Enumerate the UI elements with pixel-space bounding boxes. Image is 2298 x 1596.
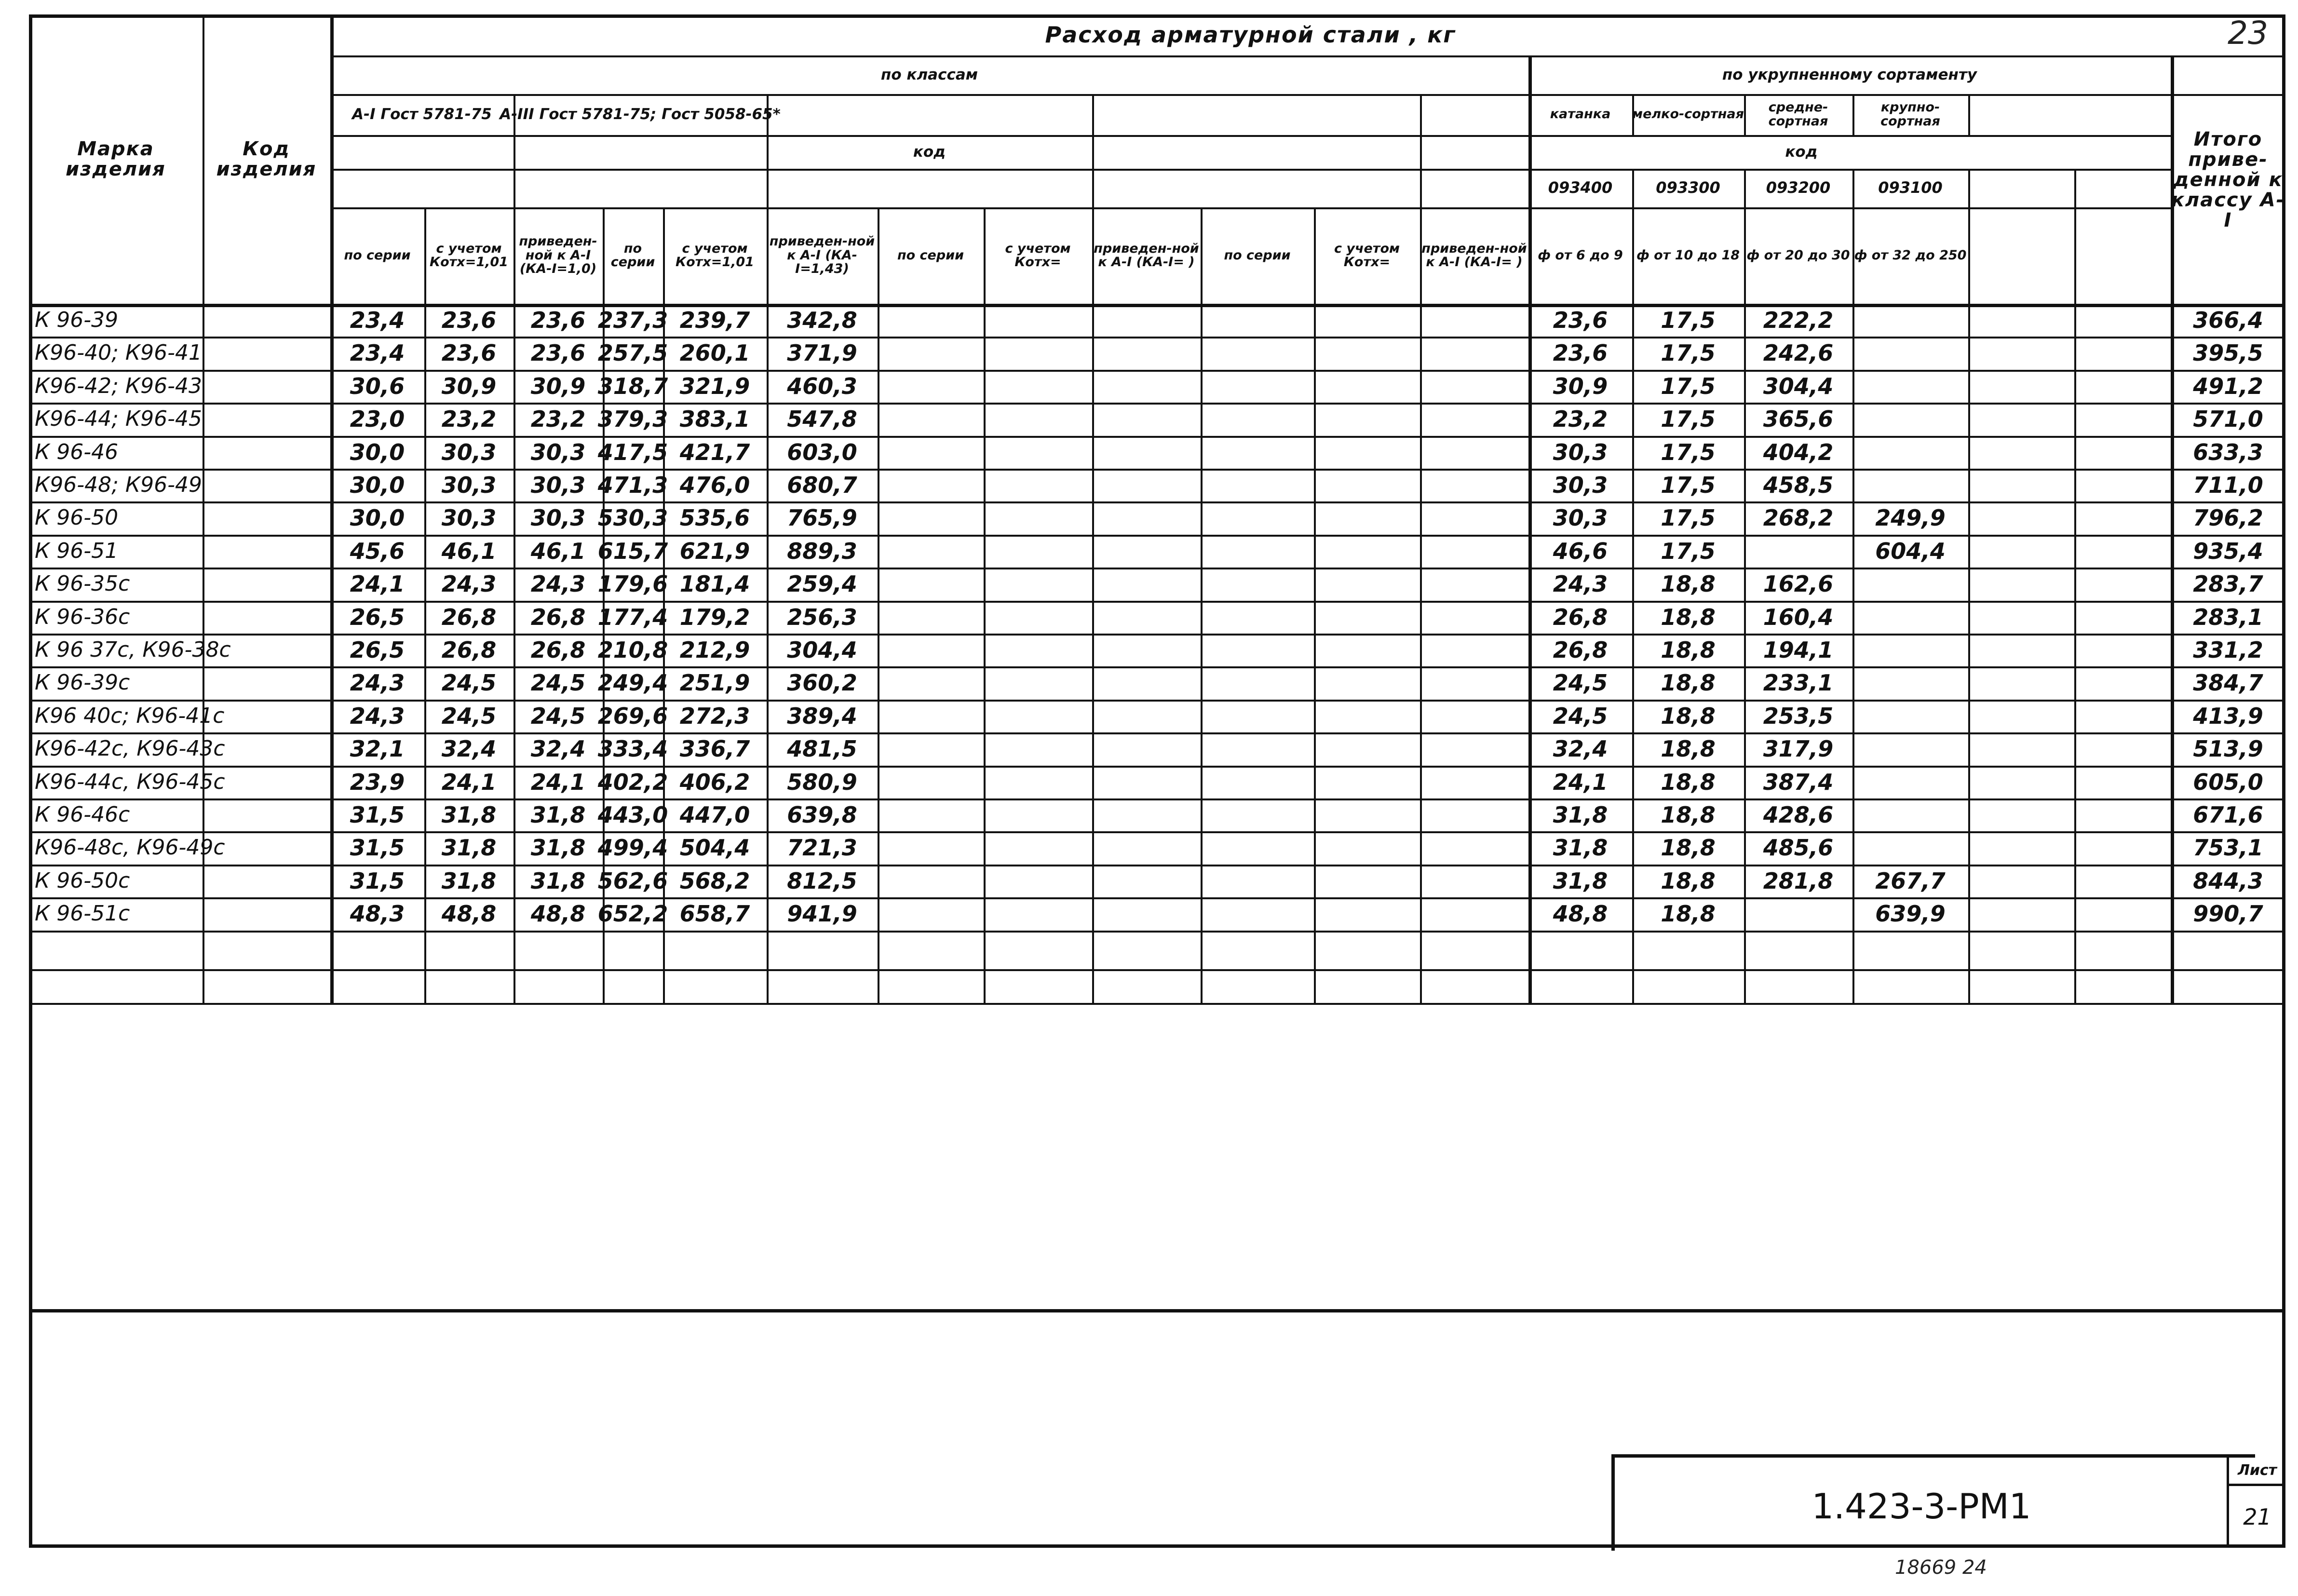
row-total: 935,4 — [2193, 538, 2263, 564]
code-093100: 093100 — [1878, 178, 1943, 197]
by-assortment-header: по укрупненному сортаменту — [1722, 66, 1977, 83]
row-sredne — [1744, 535, 1852, 568]
row-value: 889,3 — [787, 538, 857, 564]
row-krupno — [1852, 634, 1968, 666]
row-value: 30,9 — [441, 373, 497, 399]
row-total: 366,4 — [2193, 307, 2263, 334]
row-krupno — [1852, 469, 1968, 501]
row-value: 30,0 — [350, 472, 405, 499]
row-katanka: 23,6 — [1553, 340, 1608, 366]
row-sredne: 194,1 — [1763, 637, 1834, 663]
row-value: 562,6 — [597, 867, 668, 894]
row-value: 530,3 — [597, 505, 668, 531]
row-krupno: 639,9 — [1875, 901, 1946, 927]
row-value: 24,3 — [350, 670, 405, 696]
row-value: 31,8 — [530, 802, 586, 828]
row-katanka: 26,8 — [1553, 637, 1608, 663]
row-melko: 18,8 — [1661, 637, 1716, 663]
column-subheader: по серии — [610, 241, 655, 270]
grid-line — [767, 169, 769, 207]
row-marka: К 96-51с — [35, 901, 130, 926]
column-subheader: с учетом Котх= — [1005, 241, 1071, 270]
row-krupno — [1852, 601, 1968, 634]
row-value: 210,8 — [597, 637, 668, 663]
row-total: 283,1 — [2193, 604, 2263, 630]
sredne-header: средне-сортная — [1768, 100, 1828, 129]
column-subheader: с учетом Котх=1,01 — [676, 241, 754, 270]
grid-line — [2074, 169, 2076, 1003]
row-total: 753,1 — [2193, 835, 2263, 861]
row-value: 32,4 — [530, 736, 586, 762]
row-value: 23,2 — [530, 406, 586, 433]
row-total: 571,0 — [2193, 406, 2263, 433]
row-melko: 18,8 — [1661, 835, 1716, 861]
row-value: 251,9 — [679, 670, 750, 696]
row-total: 395,5 — [2193, 340, 2263, 366]
row-katanka: 24,5 — [1553, 703, 1608, 729]
row-value: 812,5 — [787, 867, 857, 894]
column-subheader: приведен-ной к А-I (КА-I=1,43) — [769, 234, 875, 277]
row-sredne: 485,6 — [1763, 835, 1834, 861]
row-value: 45,6 — [350, 538, 405, 564]
grid-line — [29, 1003, 2285, 1005]
row-value: 30,3 — [530, 505, 586, 531]
row-melko: 17,5 — [1661, 538, 1716, 564]
grid-line — [1968, 94, 1970, 135]
row-marka: К96-42с, К96-43с — [35, 736, 225, 761]
row-melko: 17,5 — [1661, 373, 1716, 399]
grid-line — [29, 969, 2285, 971]
row-value: 721,3 — [787, 835, 857, 861]
row-krupno: 267,7 — [1875, 867, 1946, 894]
row-value: 23,2 — [441, 406, 497, 433]
row-value: 23,4 — [350, 340, 405, 366]
grid-line — [878, 207, 879, 1003]
row-value: 24,3 — [530, 571, 586, 597]
row-marka: К96 40с; К96-41с — [35, 703, 225, 728]
row-value: 371,9 — [787, 340, 857, 366]
row-sredne — [1744, 897, 1852, 930]
sheet-label: Лист — [2227, 1457, 2285, 1486]
row-value: 46,1 — [530, 538, 586, 564]
row-value: 318,7 — [597, 373, 668, 399]
row-melko: 18,8 — [1661, 736, 1716, 762]
row-value: 23,4 — [350, 307, 405, 334]
row-value: 23,0 — [350, 406, 405, 433]
row-value: 30,3 — [530, 472, 586, 499]
row-marka: К96-44с, К96-45с — [35, 769, 225, 794]
row-value: 32,4 — [441, 736, 497, 762]
archive-number: 18669 24 — [1895, 1556, 1987, 1579]
row-sredne: 458,5 — [1763, 472, 1834, 499]
row-value: 476,0 — [679, 472, 750, 499]
row-katanka: 30,3 — [1553, 505, 1608, 531]
column-subheader: с учетом Котх= — [1334, 241, 1400, 270]
row-melko: 17,5 — [1661, 406, 1716, 433]
column-subheader: по серии — [897, 247, 964, 263]
row-katanka: 24,5 — [1553, 670, 1608, 696]
grid-line — [29, 1309, 2285, 1312]
row-value: 31,5 — [350, 835, 405, 861]
row-value: 342,8 — [787, 307, 857, 334]
row-sredne: 387,4 — [1763, 769, 1834, 795]
row-krupno — [1852, 831, 1968, 864]
row-sredne: 162,6 — [1763, 571, 1834, 597]
row-value: 26,8 — [530, 604, 586, 630]
row-value: 30,9 — [530, 373, 586, 399]
row-value: 639,8 — [787, 802, 857, 828]
row-value: 499,4 — [597, 835, 668, 861]
row-value: 237,3 — [597, 307, 668, 334]
row-value: 30,3 — [530, 439, 586, 465]
row-value: 26,5 — [350, 604, 405, 630]
row-value: 179,2 — [679, 604, 750, 630]
row-value: 212,9 — [679, 637, 750, 663]
row-value: 481,5 — [787, 736, 857, 762]
code-093300: 093300 — [1656, 178, 1720, 197]
row-value: 652,2 — [597, 901, 668, 927]
row-melko: 18,8 — [1661, 867, 1716, 894]
kod-row-label: код — [913, 143, 946, 161]
row-value: 333,4 — [597, 736, 668, 762]
row-krupno: 604,4 — [1875, 538, 1946, 564]
row-melko: 18,8 — [1661, 769, 1716, 795]
row-value: 417,5 — [597, 439, 668, 465]
row-melko: 17,5 — [1661, 472, 1716, 499]
row-value: 24,1 — [350, 571, 405, 597]
row-value: 460,3 — [787, 373, 857, 399]
row-katanka: 48,8 — [1553, 901, 1608, 927]
row-sredne: 281,8 — [1763, 867, 1834, 894]
code-093200: 093200 — [1766, 178, 1831, 197]
row-melko: 17,5 — [1661, 340, 1716, 366]
row-melko: 18,8 — [1661, 571, 1716, 597]
row-sredne: 428,6 — [1763, 802, 1834, 828]
katanka-header: катанка — [1550, 107, 1611, 122]
row-krupno — [1852, 304, 1968, 337]
row-total: 990,7 — [2193, 901, 2263, 927]
row-krupno — [1852, 403, 1968, 435]
row-value: 259,4 — [787, 571, 857, 597]
by-classes-header: по классам — [880, 66, 978, 83]
row-melko: 18,8 — [1661, 901, 1716, 927]
row-marka: К 96-39 — [35, 308, 119, 333]
row-value: 535,6 — [679, 505, 750, 531]
row-value: 30,0 — [350, 439, 405, 465]
row-value: 941,9 — [787, 901, 857, 927]
row-value: 30,6 — [350, 373, 405, 399]
row-value: 24,1 — [530, 769, 586, 795]
melko-header: мелко-сортная — [1632, 107, 1744, 122]
row-value: 30,3 — [441, 472, 497, 499]
row-value: 239,7 — [679, 307, 750, 334]
row-krupno — [1852, 700, 1968, 732]
row-value: 621,9 — [679, 538, 750, 564]
row-krupno — [1852, 436, 1968, 469]
row-marka: К 96-46с — [35, 802, 130, 827]
row-melko: 18,8 — [1661, 604, 1716, 630]
row-marka: К 96-50с — [35, 868, 130, 893]
row-value: 24,3 — [350, 703, 405, 729]
row-value: 260,1 — [679, 340, 750, 366]
col-marka-header: Марка изделия — [66, 138, 166, 180]
document-designation: 1.423-3-PM1 — [1811, 1486, 2031, 1527]
row-value: 321,9 — [679, 373, 750, 399]
row-katanka: 24,3 — [1553, 571, 1608, 597]
row-total: 633,3 — [2193, 439, 2263, 465]
column-subheader: по серии — [344, 247, 411, 263]
grid-line — [1201, 207, 1203, 1003]
row-total: 331,2 — [2193, 637, 2263, 663]
row-katanka: 23,6 — [1553, 307, 1608, 334]
total-header: Итого приве-денной к классу А-I — [2171, 128, 2285, 231]
row-value: 31,8 — [441, 802, 497, 828]
row-krupno — [1852, 370, 1968, 403]
row-value: 30,0 — [350, 505, 405, 531]
row-value: 443,0 — [597, 802, 668, 828]
row-krupno — [1852, 337, 1968, 369]
column-subheader: приведен-ной к А-I (КА-I= ) — [1094, 241, 1199, 270]
row-value: 26,5 — [350, 637, 405, 663]
row-value: 765,9 — [787, 505, 857, 531]
row-total: 513,9 — [2193, 736, 2263, 762]
row-marka: К96-48с, К96-49с — [35, 835, 225, 860]
row-value: 30,3 — [441, 505, 497, 531]
row-value: 24,5 — [441, 670, 497, 696]
row-katanka: 31,8 — [1553, 867, 1608, 894]
row-melko: 18,8 — [1661, 670, 1716, 696]
row-sredne: 365,6 — [1763, 406, 1834, 433]
grid-line — [1314, 207, 1316, 1003]
row-value: 23,9 — [350, 769, 405, 795]
row-value: 24,5 — [530, 703, 586, 729]
row-value: 379,3 — [597, 406, 668, 433]
row-value: 24,3 — [441, 571, 497, 597]
column-subheader: ф от 10 до 18 — [1636, 247, 1740, 263]
sheet-number: 21 — [2227, 1486, 2285, 1548]
row-value: 30,3 — [441, 439, 497, 465]
row-total: 491,2 — [2193, 373, 2263, 399]
column-subheader: по серии — [1224, 247, 1291, 263]
row-value: 257,5 — [597, 340, 668, 366]
row-value: 402,2 — [597, 769, 668, 795]
row-value: 48,8 — [530, 901, 586, 927]
kod-row-label-assortment: код — [1785, 143, 1818, 161]
row-marka: К 96-39с — [35, 670, 130, 695]
row-value: 504,4 — [679, 835, 750, 861]
grid-line — [984, 207, 986, 1003]
row-melko: 17,5 — [1661, 307, 1716, 334]
row-value: 615,7 — [597, 538, 668, 564]
code-093400: 093400 — [1548, 178, 1613, 197]
grid-line — [1968, 169, 1970, 1003]
row-sredne: 268,2 — [1763, 505, 1834, 531]
row-value: 471,3 — [597, 472, 668, 499]
row-value: 447,0 — [679, 802, 750, 828]
row-sredne: 233,1 — [1763, 670, 1834, 696]
row-marka: К 96 37с, К96-38с — [35, 637, 231, 663]
row-value: 603,0 — [787, 439, 857, 465]
row-value: 580,9 — [787, 769, 857, 795]
row-value: 179,6 — [597, 571, 668, 597]
row-value: 24,5 — [530, 670, 586, 696]
row-value: 256,3 — [787, 604, 857, 630]
row-marka: К96-48; К96-49 — [35, 473, 202, 498]
row-value: 31,8 — [441, 867, 497, 894]
row-sredne: 304,4 — [1763, 373, 1834, 399]
row-value: 26,8 — [530, 637, 586, 663]
row-katanka: 30,3 — [1553, 472, 1608, 499]
row-marka: К 96-36с — [35, 604, 130, 629]
row-value: 389,4 — [787, 703, 857, 729]
row-value: 383,1 — [679, 406, 750, 433]
row-sredne: 253,5 — [1763, 703, 1834, 729]
row-value: 31,8 — [530, 867, 586, 894]
row-melko: 17,5 — [1661, 505, 1716, 531]
row-sredne: 242,6 — [1763, 340, 1834, 366]
grid-line — [1092, 169, 1094, 207]
row-krupno — [1852, 732, 1968, 765]
row-sredne: 222,2 — [1763, 307, 1834, 334]
row-value: 31,8 — [441, 835, 497, 861]
grid-line — [514, 169, 515, 207]
grid-line — [1092, 94, 1094, 135]
column-subheader: приведен-ной к А-I (КА-I= ) — [1421, 241, 1527, 270]
row-total: 413,9 — [2193, 703, 2263, 729]
row-value: 31,8 — [530, 835, 586, 861]
row-value: 680,7 — [787, 472, 857, 499]
row-marka: К 96-50 — [35, 505, 119, 530]
row-krupno: 249,9 — [1875, 505, 1946, 531]
row-value: 181,4 — [679, 571, 750, 597]
row-marka: К96-40; К96-41 — [35, 340, 202, 365]
class-a1-header: А-I Гост 5781-75 — [352, 106, 492, 123]
column-subheader: приведен-ной к А-I (КА-I=1,0) — [519, 234, 597, 277]
row-value: 658,7 — [679, 901, 750, 927]
row-katanka: 26,8 — [1553, 604, 1608, 630]
row-total: 796,2 — [2193, 505, 2263, 531]
row-katanka: 30,3 — [1553, 439, 1608, 465]
row-total: 384,7 — [2193, 670, 2263, 696]
row-krupno — [1852, 798, 1968, 831]
table-title: Расход арматурной стали , кг — [1045, 22, 1456, 48]
row-total: 671,6 — [2193, 802, 2263, 828]
row-katanka: 24,1 — [1553, 769, 1608, 795]
grid-line — [29, 931, 2285, 933]
row-value: 421,7 — [679, 439, 750, 465]
row-melko: 18,8 — [1661, 802, 1716, 828]
row-value: 31,5 — [350, 867, 405, 894]
krupno-header: крупно-сортная — [1880, 100, 1940, 129]
row-value: 547,8 — [787, 406, 857, 433]
row-katanka: 31,8 — [1553, 835, 1608, 861]
row-marka: К96-42; К96-43 — [35, 373, 202, 398]
row-value: 272,3 — [679, 703, 750, 729]
row-marka: К 96-35с — [35, 571, 130, 596]
column-subheader: с учетом Котх=1,01 — [430, 241, 508, 270]
row-value: 26,8 — [441, 637, 497, 663]
row-katanka: 46,6 — [1553, 538, 1608, 564]
row-value: 26,8 — [441, 604, 497, 630]
row-melko: 18,8 — [1661, 703, 1716, 729]
row-value: 249,4 — [597, 670, 668, 696]
row-sredne: 160,4 — [1763, 604, 1834, 630]
row-krupno — [1852, 666, 1968, 699]
row-value: 304,4 — [787, 637, 857, 663]
row-marka: К96-44; К96-45 — [35, 406, 202, 432]
row-value: 23,6 — [530, 340, 586, 366]
row-value: 31,5 — [350, 802, 405, 828]
row-value: 48,8 — [441, 901, 497, 927]
row-value: 23,6 — [441, 340, 497, 366]
row-value: 32,1 — [350, 736, 405, 762]
sheet-corner-mark: 23 — [2228, 14, 2268, 52]
row-value: 23,6 — [441, 307, 497, 334]
row-value: 568,2 — [679, 867, 750, 894]
row-total: 605,0 — [2193, 769, 2263, 795]
column-subheader: ф от 32 до 250 — [1854, 247, 1967, 263]
column-subheader: ф от 20 до 30 — [1746, 247, 1850, 263]
row-value: 24,1 — [441, 769, 497, 795]
row-value: 269,6 — [597, 703, 668, 729]
row-value: 177,4 — [597, 604, 668, 630]
row-value: 48,3 — [350, 901, 405, 927]
row-value: 336,7 — [679, 736, 750, 762]
row-krupno — [1852, 766, 1968, 798]
row-total: 711,0 — [2193, 472, 2263, 499]
row-melko: 17,5 — [1661, 439, 1716, 465]
row-marka: К 96-46 — [35, 439, 119, 464]
row-total: 283,7 — [2193, 571, 2263, 597]
row-marka: К 96-51 — [35, 538, 119, 563]
row-value: 24,5 — [441, 703, 497, 729]
row-katanka: 23,2 — [1553, 406, 1608, 433]
row-katanka: 32,4 — [1553, 736, 1608, 762]
column-subheader: ф от 6 до 9 — [1538, 247, 1623, 263]
row-sredne: 317,9 — [1763, 736, 1834, 762]
row-katanka: 30,9 — [1553, 373, 1608, 399]
row-value: 360,2 — [787, 670, 857, 696]
col-kod-header: Код изделия — [216, 138, 317, 180]
row-krupno — [1852, 568, 1968, 600]
row-value: 406,2 — [679, 769, 750, 795]
class-a3-header: А-III Гост 5781-75; Гост 5058-65* — [500, 106, 781, 123]
row-total: 844,3 — [2193, 867, 2263, 894]
row-value: 23,6 — [530, 307, 586, 334]
row-sredne: 404,2 — [1763, 439, 1834, 465]
row-value: 46,1 — [441, 538, 497, 564]
row-katanka: 31,8 — [1553, 802, 1608, 828]
